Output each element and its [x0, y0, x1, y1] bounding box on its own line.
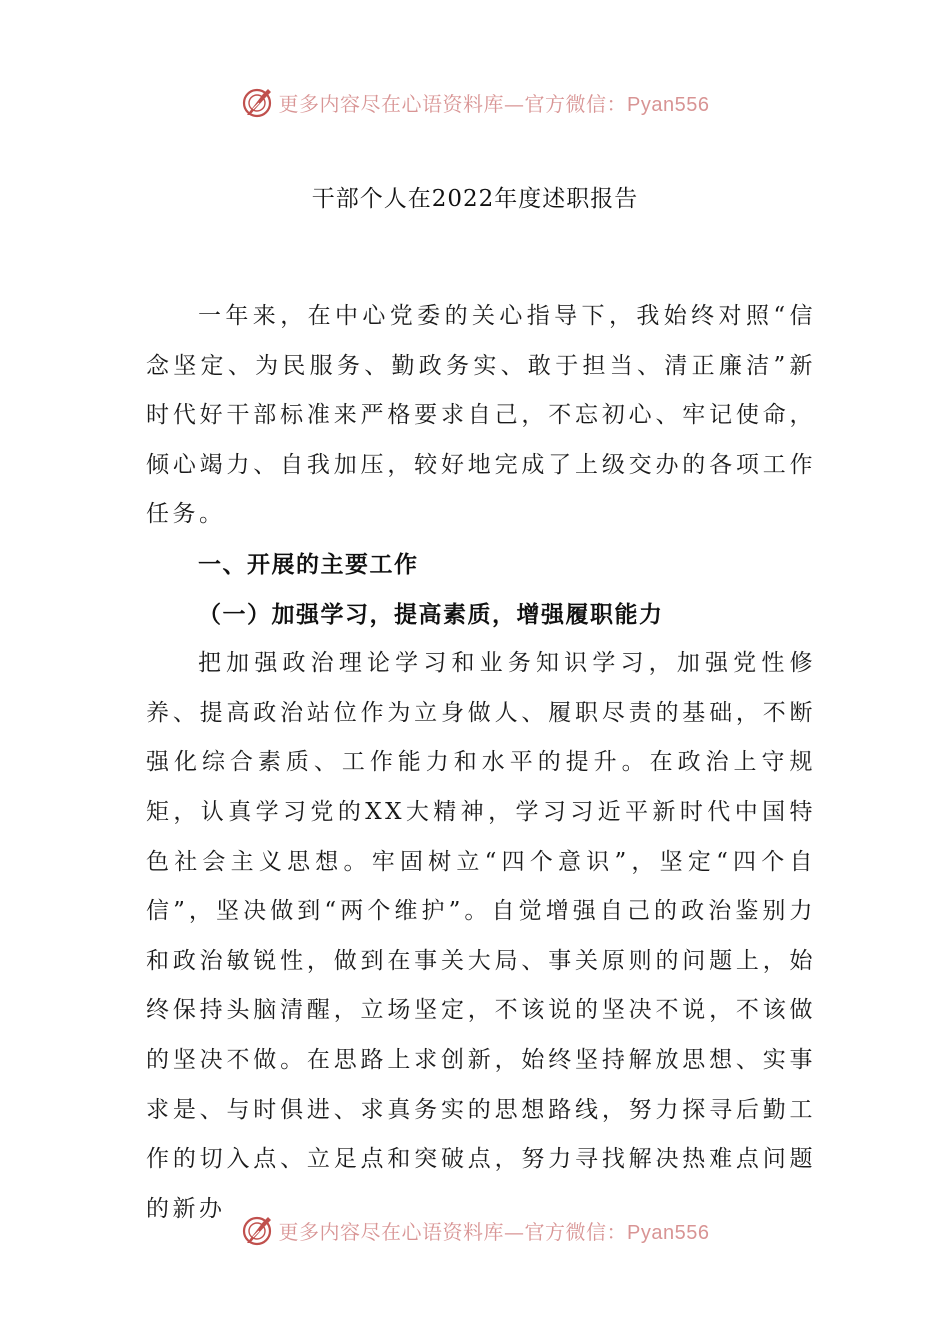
subsection-heading: （一）加强学习，提高素质，增强履职能力	[198, 600, 664, 628]
document-title: 干部个人在2022年度述职报告	[311, 186, 639, 212]
intro-paragraph: 一年来，在中心党委的关心指导下，我始终对照“信念坚定、为民服务、勤政务实、敢于担当、清正廉洁”新时代好干部标准来严格要求自己，不忘初心、牢记使命，倾心竭力、自我加压，较好地完成了上级交办的各项工作任务。	[146, 303, 816, 528]
body-paragraph: 把加强政治理论学习和业务知识学习，加强党性修养、提高政治站位作为立身做人、履职尽责的基础，不断强化综合素质、工作能力和水平的提升。在政治上守规矩，认真学习党的XX大精神，学习习近平新时代中国特色社会主义思想。牢固树立“四个意识”，坚定“四个自信”，坚决做到“两个维护”。自觉增强自己的政治鉴别力和政治敏锐性，做到在事关大局、事关原则的问题上，始终保持头脑清醒，立场坚定，不该说的坚决不说，不该做的坚决不做。在思路上求创新，始终坚持解放思想、实事求是、与时俱进、求真务实的思想路线，努力探寻后勤工作的切入点、立足点和突破点，努力寻找解决热难点问题的新办	[146, 650, 816, 1222]
header-banner	[0, 82, 950, 122]
footer-banner	[0, 1210, 950, 1250]
document-body	[146, 292, 816, 1234]
section-heading: 一、开展的主要工作	[198, 550, 419, 578]
banner-text: 更多内容尽在心语资料库—官方微信：Pyan556	[278, 1219, 710, 1244]
pen-nib-seal-icon	[241, 1213, 275, 1247]
banner-text: 更多内容尽在心语资料库—官方微信：Pyan556	[278, 91, 710, 116]
pen-nib-seal-icon	[241, 85, 275, 119]
